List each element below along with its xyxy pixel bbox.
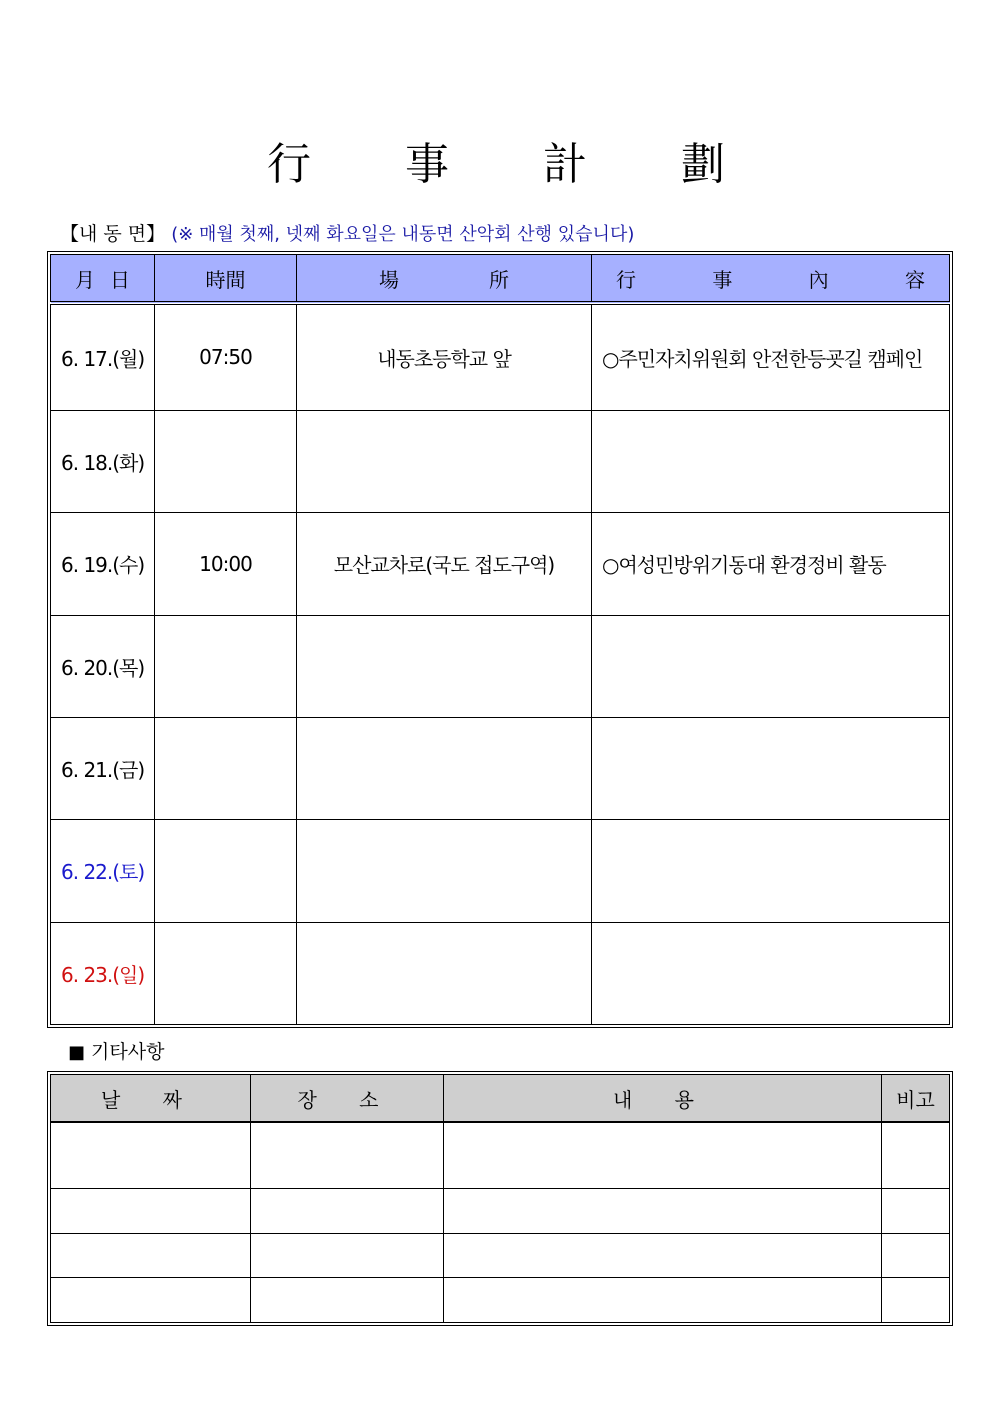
misc-header-place: 장 소: [251, 1075, 444, 1123]
misc-cell: [51, 1122, 251, 1189]
header-date-char: 日: [110, 267, 130, 292]
misc-cell: [51, 1233, 251, 1278]
header-place: [297, 255, 592, 304]
date-cell: 6. 21.(금): [51, 717, 155, 819]
date-cell: 6. 17.(월): [51, 303, 155, 410]
event-cell: ○여성민방위기동대 환경정비 활동: [592, 513, 950, 615]
table-row: [51, 1189, 950, 1234]
place-cell: 내동초등학교 앞: [297, 303, 592, 410]
place-cell: [297, 615, 592, 717]
misc-cell: [444, 1189, 882, 1234]
misc-cell: [251, 1189, 444, 1234]
title-char: 行: [267, 139, 311, 190]
header-place-char: 所: [489, 267, 509, 292]
header-place-char: 場: [379, 267, 399, 292]
place-cell: [297, 410, 592, 512]
date-cell-sunday: 6. 23.(일): [51, 922, 155, 1024]
date-cell: 6. 19.(수): [51, 513, 155, 615]
misc-cell: [251, 1278, 444, 1323]
department-label: 【내 동 면】: [60, 223, 166, 245]
misc-cell: [251, 1122, 444, 1189]
table-row: [51, 615, 950, 717]
misc-header-content: 내 용: [444, 1075, 882, 1123]
table-row: [51, 922, 950, 1024]
title-char: 劃: [681, 139, 725, 190]
misc-cell: [251, 1233, 444, 1278]
header-event-char: 行: [616, 267, 636, 292]
date-cell: 6. 20.(목): [51, 615, 155, 717]
event-cell: ○주민자치위원회 안전한등굣길 캠페인: [592, 303, 950, 410]
misc-cell: [444, 1233, 882, 1278]
time-cell: [155, 922, 297, 1024]
table-row: [51, 513, 950, 615]
event-cell: [592, 615, 950, 717]
place-cell: 모산교차로(국도 접도구역): [297, 513, 592, 615]
schedule-table-frame: [47, 251, 953, 1028]
misc-header-row: [51, 1075, 950, 1123]
table-row: [51, 820, 950, 922]
header-time: 時間: [155, 255, 297, 304]
misc-cell: [51, 1278, 251, 1323]
schedule-header-row: [51, 255, 950, 304]
header-event-char: 內: [808, 267, 829, 292]
schedule-subtitle: [60, 219, 634, 246]
misc-header-remarks: 비고: [882, 1075, 950, 1123]
time-cell: 07:50: [155, 303, 297, 410]
event-cell: [592, 820, 950, 922]
misc-cell: [444, 1122, 882, 1189]
table-row: [51, 1122, 950, 1189]
misc-cell: [882, 1122, 950, 1189]
date-cell-saturday: 6. 22.(토): [51, 820, 155, 922]
misc-cell: [51, 1189, 251, 1234]
title-char: 計: [543, 139, 587, 190]
misc-cell: [444, 1278, 882, 1323]
table-row: [51, 303, 950, 410]
header-event: [592, 255, 950, 304]
misc-header-date: 날 짜: [51, 1075, 251, 1123]
misc-table-frame: [47, 1071, 953, 1326]
time-cell: [155, 615, 297, 717]
date-cell: 6. 18.(화): [51, 410, 155, 512]
time-cell: [155, 820, 297, 922]
header-date: [51, 255, 155, 304]
misc-heading: [68, 1037, 164, 1064]
event-cell: [592, 922, 950, 1024]
header-event-char: 容: [904, 267, 925, 292]
place-cell: [297, 717, 592, 819]
header-date-char: 月: [75, 267, 95, 292]
table-row: [51, 1278, 950, 1323]
time-cell: [155, 717, 297, 819]
place-cell: [297, 820, 592, 922]
time-cell: [155, 410, 297, 512]
event-cell: [592, 717, 950, 819]
hiking-note: (※ 매월 첫째, 넷째 화요일은 내동면 산악회 산행 있습니다): [171, 224, 635, 245]
misc-cell: [882, 1233, 950, 1278]
misc-heading-label: 기타사항: [91, 1041, 165, 1063]
misc-cell: [882, 1278, 950, 1323]
table-row: [51, 410, 950, 512]
table-row: [51, 1233, 950, 1278]
misc-cell: [882, 1189, 950, 1234]
header-event-char: 事: [712, 267, 733, 292]
place-cell: [297, 922, 592, 1024]
misc-table: [50, 1074, 950, 1323]
time-cell: 10:00: [155, 513, 297, 615]
table-row: [51, 717, 950, 819]
document-title: [0, 128, 992, 192]
square-bullet-icon: ■: [68, 1042, 86, 1063]
event-cell: [592, 410, 950, 512]
schedule-table: [50, 254, 950, 1025]
title-char: 事: [405, 139, 449, 190]
